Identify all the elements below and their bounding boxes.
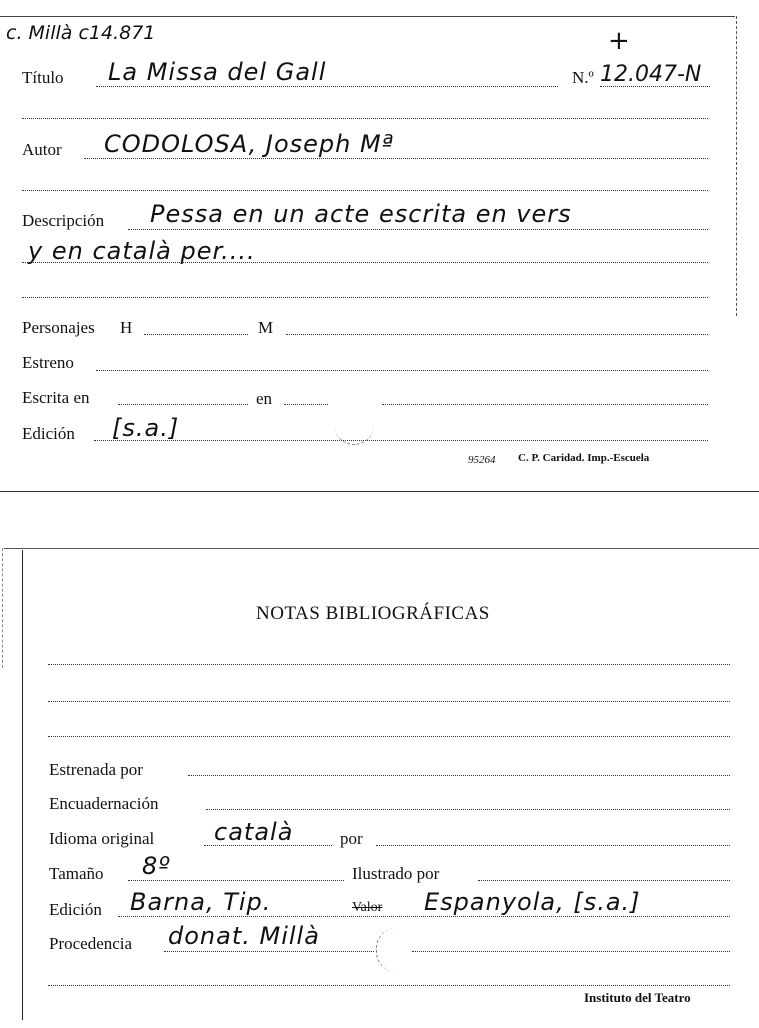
procedencia-line-a	[164, 951, 374, 952]
cross-mark: +	[608, 26, 630, 56]
procedencia-label: Procedencia	[49, 934, 133, 953]
escrita-label: Escrita en	[22, 388, 90, 407]
idioma-label: Idioma original	[49, 829, 155, 848]
titulo-line	[96, 86, 558, 87]
por-label: por	[340, 829, 363, 848]
num-label: N.º	[572, 68, 594, 87]
ilustrado-line	[478, 880, 730, 881]
h-line	[144, 334, 248, 335]
notas-heading: NOTAS BIBLIOGRÁFICAS	[256, 603, 490, 624]
en-line-long	[382, 404, 708, 405]
m-line	[286, 334, 708, 335]
bottom-card-left-edge	[22, 550, 23, 1020]
encuadernacion-label: Encuadernación	[49, 794, 159, 813]
autor-line	[84, 158, 708, 159]
tamano-value: 8º	[142, 852, 171, 880]
institution-label: Instituto del Teatro	[584, 990, 691, 1005]
num-value: 12.047-N	[600, 62, 702, 87]
notas-line-1	[48, 664, 730, 665]
personajes-label: Personajes	[22, 318, 95, 337]
h-label: H	[120, 318, 133, 337]
notas-line-3	[48, 736, 730, 737]
titulo-label: Título	[22, 68, 64, 87]
edicion-value-b: Espanyola, [s.a.]	[424, 888, 641, 916]
descripcion-value-2: y en català per....	[28, 237, 256, 265]
estreno-label: Estreno	[22, 353, 74, 372]
edicion-value-a: Barna, Tip.	[130, 888, 272, 916]
top-card-top-edge	[0, 16, 735, 17]
edicion-line-bottom	[118, 916, 730, 917]
blank-line-2	[22, 190, 708, 191]
tamano-line	[128, 880, 344, 881]
m-label: M	[258, 318, 274, 337]
blank-line-3	[22, 297, 708, 298]
blank-line-1	[22, 118, 708, 119]
procedencia-line-b	[412, 951, 730, 952]
estreno-line	[96, 370, 708, 371]
descripcion-label: Descripción	[22, 211, 105, 230]
encuadernacion-line	[206, 809, 730, 810]
punch-hole-mark	[334, 422, 374, 445]
edicion-value: [s.a.]	[112, 414, 180, 442]
idioma-value: català	[214, 818, 294, 846]
estrenada-line	[188, 775, 730, 776]
por-line	[376, 845, 730, 846]
top-card-right-edge	[736, 16, 738, 316]
ilustrado-label: Ilustrado por	[352, 864, 440, 883]
edicion-label-bottom: Edición	[49, 900, 102, 919]
escrita-line	[118, 404, 248, 405]
edicion-line	[94, 440, 708, 441]
notas-line-2	[48, 701, 730, 702]
top-card-bottom-edge	[0, 491, 759, 492]
en-line-short	[284, 404, 328, 405]
printer-text: C. P. Caridad. Imp.-Escuela	[518, 452, 650, 464]
printer-number: 95264	[468, 454, 496, 466]
estrenada-label: Estrenada por	[49, 760, 143, 779]
titulo-value: La Missa del Gall	[108, 58, 327, 86]
valor-struck: Valor	[352, 900, 383, 915]
call-number: c. Millà c14.871	[6, 22, 156, 44]
descripcion-value-1: Pessa en un acte escrita en vers	[150, 200, 572, 228]
punch-hole-mark-bottom	[376, 928, 407, 972]
edicion-label: Edición	[22, 424, 75, 443]
autor-value: CODOLOSA, Joseph Mª	[104, 130, 395, 158]
procedencia-value: donat. Millà	[168, 922, 320, 950]
autor-label: Autor	[22, 140, 62, 159]
notas-line-last	[48, 985, 730, 986]
descripcion-line-1	[128, 229, 708, 230]
bottom-card-top-edge	[4, 548, 759, 549]
tamano-label: Tamaño	[49, 864, 104, 883]
bottom-card-left-speckle	[2, 548, 21, 668]
en-label: en	[256, 389, 273, 408]
